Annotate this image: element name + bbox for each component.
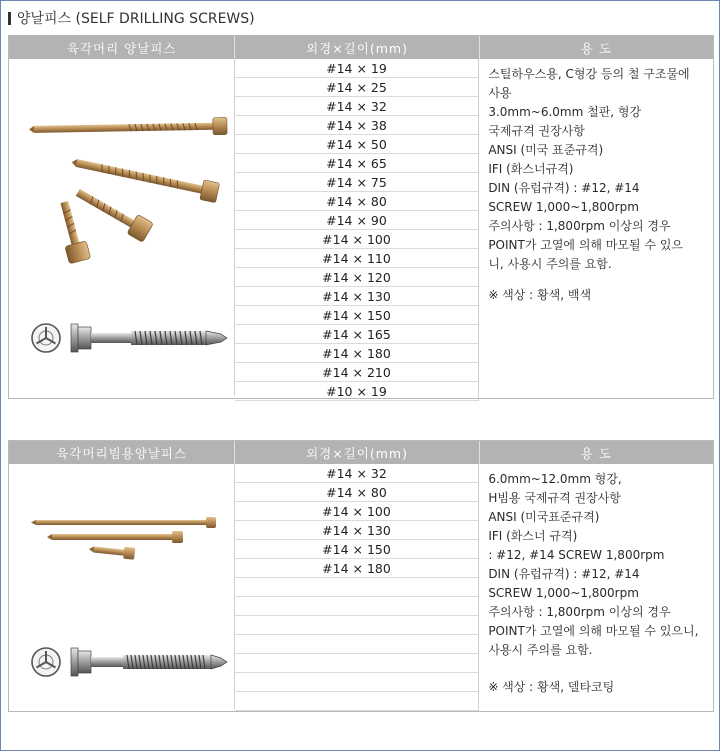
size-row: #14 × 65 [235, 154, 479, 173]
usage-line: SCREW 1,000~1,800rpm [488, 200, 639, 214]
size-row: #14 × 165 [235, 325, 479, 344]
size-row: #14 × 100 [235, 230, 479, 249]
size-row: #14 × 90 [235, 211, 479, 230]
size-row: #14 × 210 [235, 363, 479, 382]
size-row: #14 × 19 [235, 59, 479, 78]
size-row: #14 × 180 [235, 559, 479, 578]
size-row [235, 673, 479, 692]
size-row: #14 × 75 [235, 173, 479, 192]
size-row: #14 × 25 [235, 78, 479, 97]
usage-line: 국제규격 권장사항 [488, 124, 585, 138]
usage-line: POINT가 고열에 의해 마모될 수 있으니, [488, 624, 699, 638]
page-title-text: 양날피스 (SELF DRILLING SCREWS) [17, 11, 255, 27]
usage-line: ANSI (미국 표준규격) [488, 143, 604, 157]
table-header [9, 441, 713, 464]
size-row: #14 × 50 [235, 135, 479, 154]
header-use: 용 도 [580, 40, 612, 56]
table-body [9, 59, 713, 401]
size-row [235, 578, 479, 597]
product-table-beam [8, 440, 714, 712]
usage-line: H빔용 국제규격 권장사항 [488, 491, 621, 505]
size-row: #14 × 110 [235, 249, 479, 268]
size-row: #14 × 150 [235, 540, 479, 559]
size-row [235, 616, 479, 635]
size-row [235, 635, 479, 654]
size-row: #10 × 19 [235, 382, 479, 401]
size-row: #14 × 150 [235, 306, 479, 325]
size-column [235, 59, 480, 401]
table-header [9, 36, 713, 59]
size-row: #14 × 80 [235, 483, 479, 502]
page-title [8, 8, 255, 28]
usage-line: : #12, #14 SCREW 1,800rpm [488, 548, 665, 562]
size-row [235, 597, 479, 616]
table-body [9, 464, 713, 711]
color-note: ※ 색상 : 황색, 델타코팅 [488, 680, 615, 694]
color-note: ※ 색상 : 황색, 백색 [488, 288, 592, 302]
size-row [235, 692, 479, 711]
header-size: 외경×길이(mm) [235, 441, 479, 464]
size-row [235, 654, 479, 673]
usage-line: 스틸하우스용, C형강 등의 철 구조물에 [488, 67, 690, 81]
size-row: #14 × 120 [235, 268, 479, 287]
size-row: #14 × 80 [235, 192, 479, 211]
usage-line: 6.0mm~12.0mm 형강, [488, 472, 622, 486]
usage-line: 주의사항 : 1,800rpm 이상의 경우 [488, 219, 671, 233]
header-name: 육각머리 양날피스 [9, 36, 235, 59]
product-image-cell [9, 464, 235, 709]
size-row: #14 × 32 [235, 97, 479, 116]
size-row: #14 × 38 [235, 116, 479, 135]
usage-line: SCREW 1,000~1,800rpm [488, 586, 639, 600]
spacer [488, 660, 707, 678]
screw-photo-image [9, 59, 234, 396]
usage-line: POINT가 고열에 의해 마모될 수 있으 [488, 238, 684, 252]
spacer [488, 274, 707, 286]
usage-line: 사용 [488, 86, 512, 100]
usage-line: ANSI (미국표준규격) [488, 510, 600, 524]
header-use: 용 도 [580, 445, 612, 461]
usage-line: 주의사항 : 1,800rpm 이상의 경우 [488, 605, 671, 619]
product-table-hex-head [8, 35, 714, 399]
usage-line: IFI (화스너규격) [488, 162, 574, 176]
title-bar-icon [8, 12, 11, 25]
usage-line: DIN (유럽규격) : #12, #14 [488, 567, 640, 581]
size-row: #14 × 130 [235, 287, 479, 306]
header-size: 외경×길이(mm) [235, 36, 479, 59]
usage-line: DIN (유럽규격) : #12, #14 [488, 181, 640, 195]
usage-line: 니, 사용시 주의를 요함. [488, 257, 612, 271]
size-row: #14 × 32 [235, 464, 479, 483]
usage-line: 사용시 주의를 요함. [488, 643, 593, 657]
size-row: #14 × 130 [235, 521, 479, 540]
size-column [235, 464, 480, 711]
beam-screw-photo-image [9, 464, 234, 709]
usage-line: IFI (화스너 규격) [488, 529, 578, 543]
header-name: 육각머리빔용양날피스 [9, 441, 235, 464]
product-image-cell [9, 59, 235, 396]
usage-column [479, 59, 713, 401]
usage-line: 3.0mm~6.0mm 철판, 형강 [488, 105, 642, 119]
usage-column [479, 464, 713, 711]
size-row: #14 × 100 [235, 502, 479, 521]
size-row: #14 × 180 [235, 344, 479, 363]
